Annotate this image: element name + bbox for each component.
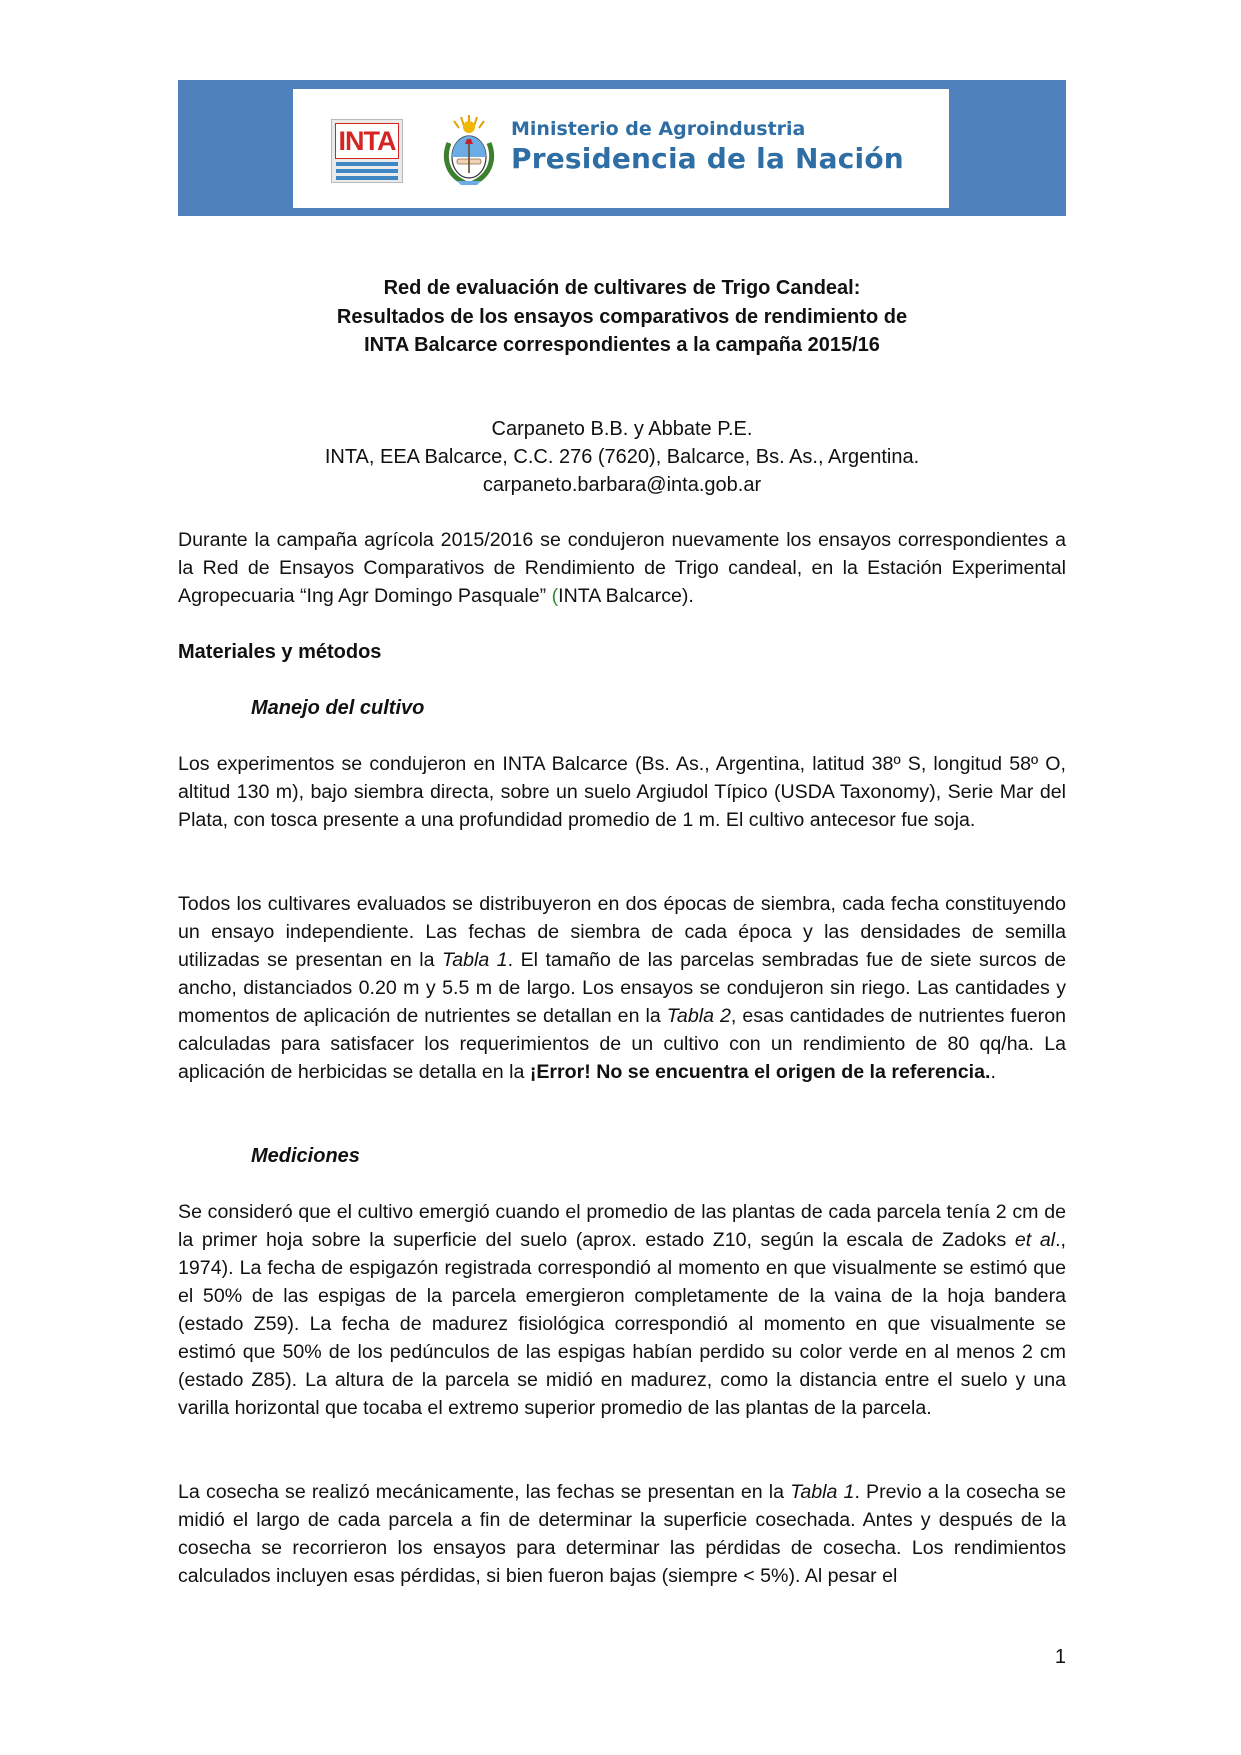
section-heading-materials: Materiales y métodos: [178, 641, 382, 663]
paragraph-text: ., 1974). La fecha de espigazón registrada correspondió al momento en que visualmente se estimó que el 50% de las espigas de la parcela emergieron completamente de la vaina de la hoja bandera (estado Z59). La fecha de madurez fisiológica correspondió al momento en que visualmente se estimó que 50% de los pedúnculos de las espigas habían perdido su color verde en al menos 2 cm (estado Z85). La altura de la parcela se midió en madurez, como la distancia entre el suelo y una varilla horizontal que tocaba el extremo superior promedio de las plantas de la parcela.: [178, 1229, 1066, 1419]
paragraph-text: , esas cantidades de nutrientes fueron calculadas para satisfacer los requerimientos de un cultivo con un rendimiento de 80 qq/ha. La aplicación de herbicidas se detalla en la: [178, 1005, 1066, 1083]
table-reference: Tabla 1: [442, 949, 508, 971]
intro-text-end: INTA Balcarce).: [558, 585, 694, 607]
subheading-management: Manejo del cultivo: [251, 697, 425, 719]
author-email: carpaneto.barbara@inta.gob.ar: [482, 474, 762, 496]
paragraph-measurements: [178, 1198, 1066, 1422]
paragraph-text: .: [990, 1061, 996, 1083]
ministry-name: Ministerio de Agroindustria: [511, 118, 806, 140]
paragraph-site: Los experimentos se condujeron en INTA Balcarce (Bs. As., Argentina, latitud 38º S, longitud 58º O, altitud 130 m), bajo siembra directa, sobre un suelo Argiudol Típico (USDA Taxonomy), Serie Mar del Plata, con tosca presente a una profundidad promedio de 1 m. El cultivo antecesor fue soja.: [178, 753, 1066, 831]
paragraph-design: [178, 890, 1066, 1086]
header-logos-panel: [293, 89, 949, 208]
inta-logo-stripe: [336, 169, 398, 173]
inta-logo: [331, 119, 403, 183]
inta-logo-stripe: [336, 176, 398, 180]
national-seal-icon: [441, 113, 497, 187]
paragraph-text: . Previo a la cosecha se midió el largo de cada parcela a fin de determinar la superficie cosechada. Antes y después de la cosecha se recorrieron los ensayos para determinar las pérdidas de cosecha. Los rendimientos calculados incluyen esas pérdidas, si bien fueron bajas (siempre < 5%). Al pesar el: [178, 1481, 1066, 1587]
subheading-measurements: Mediciones: [251, 1145, 360, 1167]
paragraph-text: . El tamaño de las parcelas sembradas fue de siete surcos de ancho, distanciados 0.20 m y 5.5 m de largo. Los ensayos se condujeron sin riego. Las cantidades y momentos de aplicación de nutrientes se detallan en la: [178, 949, 1066, 1027]
intro-text: Durante la campaña agrícola 2015/2016 se condujeron nuevamente los ensayos correspondientes a la Red de Ensayos Comparativos de Rendimiento de Trigo candeal, en la Estación Experimental Agropecuaria “Ing Agr Domingo Pasquale”: [178, 529, 1066, 607]
paragraph-text: La cosecha se realizó mecánicamente, las fechas se presentan en la: [178, 1481, 791, 1503]
intro-paren: (: [551, 585, 559, 607]
inta-logo-text: INTA: [335, 123, 399, 159]
table-reference: Tabla 2: [666, 1005, 731, 1027]
paragraph-text: Todos los cultivares evaluados se distribuyeron en dos épocas de siembra, cada fecha constituyendo un ensayo independiente. Las fechas de siembra de cada época y las densidades de semilla utilizadas se presentan en la: [178, 893, 1066, 971]
presidency-name: Presidencia de la Nación: [511, 142, 904, 175]
inta-logo-stripe: [336, 162, 398, 166]
reference-error: ¡Error! No se encuentra el origen de la referencia.: [529, 1061, 991, 1083]
table-reference: Tabla 1: [790, 1481, 855, 1503]
ministry-text: [511, 117, 904, 177]
paragraph-text: Se consideró que el cultivo emergió cuando el promedio de las plantas de cada parcela tenía 2 cm de la primer hoja sobre la superficie del suelo (aprox. estado Z10, según la escala de Zadoks: [178, 1201, 1066, 1251]
title-line: INTA Balcarce correspondientes a la campaña 2015/16: [364, 334, 880, 356]
author-affiliation: INTA, EEA Balcarce, C.C. 276 (7620), Balcarce, Bs. As., Argentina.: [324, 446, 920, 468]
paragraph-harvest: [178, 1478, 1066, 1590]
title-line: Resultados de los ensayos comparativos de rendimiento de: [336, 305, 908, 328]
page-number: 1: [1054, 1646, 1066, 1668]
title-line: Red de evaluación de cultivares de Trigo Candeal:: [383, 277, 861, 299]
document-title: [178, 274, 1066, 360]
authors-block: [178, 415, 1066, 499]
header-banner: [178, 80, 1066, 216]
intro-paragraph: [178, 526, 1066, 610]
citation-etal: et al: [1014, 1229, 1056, 1251]
author-names: Carpaneto B.B. y Abbate P.E.: [491, 418, 753, 440]
